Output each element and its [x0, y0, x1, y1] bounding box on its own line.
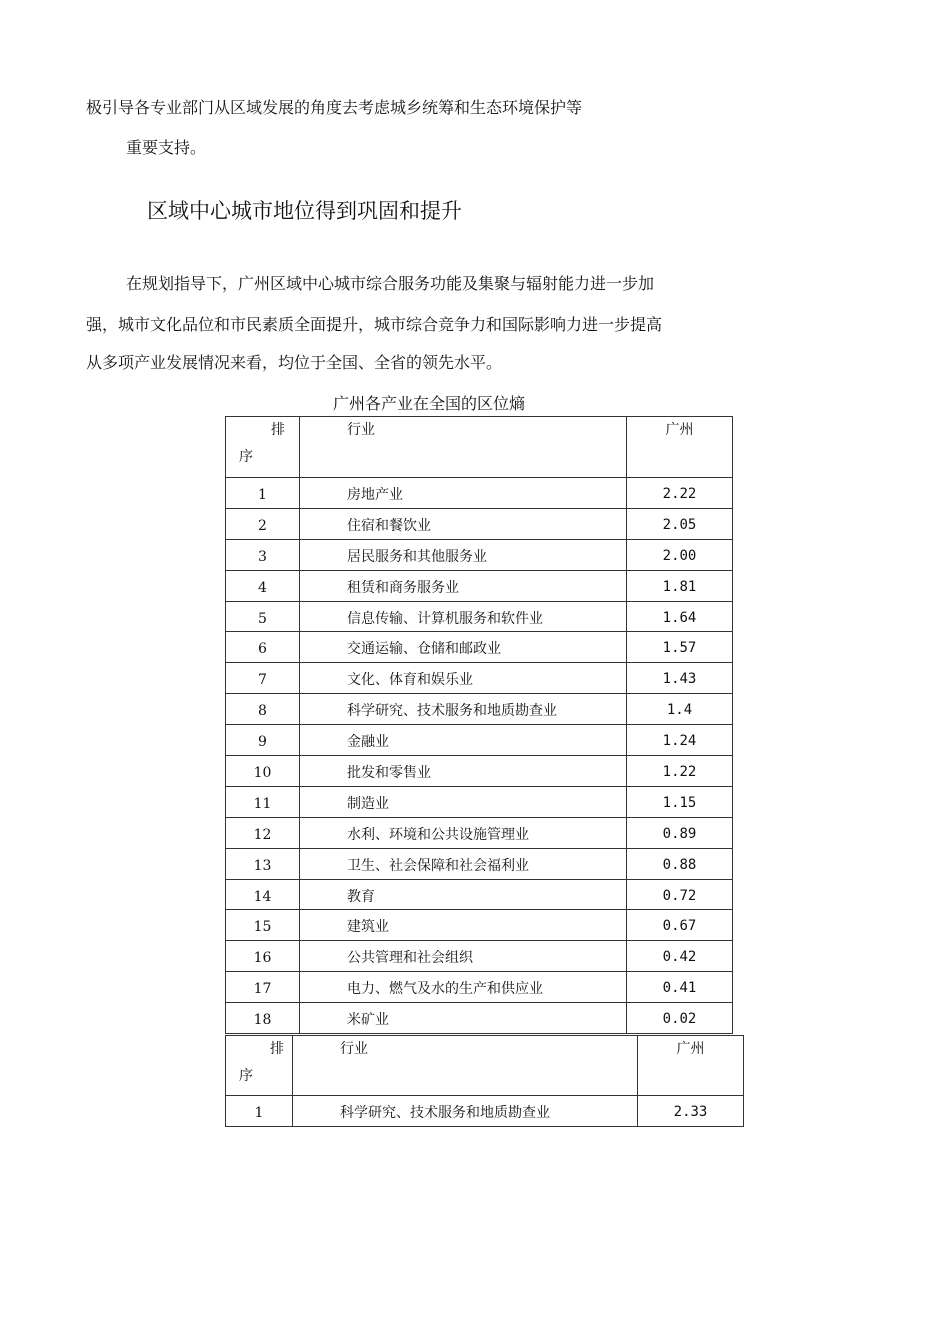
- industry-cell: 文化、体育和娱乐业: [300, 663, 627, 694]
- rank-value: 13: [253, 857, 272, 874]
- industry-cell: 信息传输、计算机服务和软件业: [300, 601, 627, 632]
- industry-cell: 教育: [300, 879, 627, 910]
- industry-cell: 卫生、社会保障和社会福利业: [300, 848, 627, 879]
- rank-value: 16: [253, 950, 272, 967]
- table-caption: 广州各产业在全国的区位熵: [333, 394, 526, 413]
- rank-cell: [226, 1003, 300, 1034]
- table-header-row: [226, 1036, 744, 1096]
- rank-value: 1: [258, 487, 267, 503]
- guangzhou-value-cell: 1.15: [627, 786, 733, 817]
- table-row: [226, 972, 733, 1003]
- header-rank-bottom: 序: [239, 449, 253, 465]
- guangzhou-value-cell: 0.02: [627, 1003, 733, 1034]
- industry-cell: 建筑业: [300, 910, 627, 941]
- header-rank: [226, 1036, 293, 1096]
- rank-cell: [226, 632, 300, 663]
- table-row: [226, 508, 733, 539]
- guangzhou-value-cell: 1.24: [627, 725, 733, 756]
- rank-cell: [226, 848, 300, 879]
- header-industry: 行业: [293, 1036, 638, 1096]
- paragraph-line: 强，城市文化品位和市民素质全面提升，城市综合竞争力和国际影响力进一步提高: [86, 315, 663, 334]
- guangzhou-value-cell: 0.88: [627, 848, 733, 879]
- guangzhou-value-cell: 1.64: [627, 601, 733, 632]
- guangzhou-value-cell: 1.43: [627, 663, 733, 694]
- table-row: [226, 1096, 744, 1127]
- header-rank-top: 排: [270, 1041, 284, 1057]
- rank-value: 12: [253, 826, 272, 843]
- rank-value: 10: [253, 765, 272, 782]
- guangzhou-value-cell: 1.81: [627, 570, 733, 601]
- industry-cell: 科学研究、技术服务和地质勘查业: [300, 694, 627, 725]
- industry-cell: 批发和零售业: [300, 756, 627, 787]
- guangzhou-value-cell: 0.67: [627, 910, 733, 941]
- rank-cell: [226, 478, 300, 509]
- table-row: [226, 570, 733, 601]
- guangzhou-value-cell: 1.22: [627, 756, 733, 787]
- rank-value: 4: [258, 579, 267, 596]
- rank-value: 11: [253, 795, 272, 812]
- rank-cell: [226, 570, 300, 601]
- rank-cell: [226, 725, 300, 756]
- header-industry: 行业: [300, 417, 627, 478]
- table-row: [226, 539, 733, 570]
- guangzhou-value-cell: 0.41: [627, 972, 733, 1003]
- industry-cell: 房地产业: [300, 478, 627, 509]
- industry-cell: 米矿业: [300, 1003, 627, 1034]
- table-header-row: [226, 417, 733, 478]
- rank-cell: [226, 508, 300, 539]
- location-quotient-table: [225, 416, 733, 1034]
- paragraph-line: 重要支持。: [126, 138, 207, 157]
- table-row: [226, 694, 733, 725]
- industry-cell: 交通运输、仓储和邮政业: [300, 632, 627, 663]
- rank-value: 17: [253, 981, 272, 998]
- rank-cell: [226, 941, 300, 972]
- rank-cell: [226, 601, 300, 632]
- header-rank: [226, 417, 300, 478]
- table-row: [226, 725, 733, 756]
- rank-value: 9: [258, 734, 267, 751]
- industry-cell: 水利、环境和公共设施管理业: [300, 817, 627, 848]
- header-guangzhou: 广州: [638, 1036, 744, 1096]
- header-guangzhou: 广州: [627, 417, 733, 478]
- rank-value: 1: [254, 1105, 264, 1121]
- industry-cell: 科学研究、技术服务和地质勘查业: [293, 1096, 638, 1127]
- rank-value: 3: [258, 548, 267, 565]
- industry-cell: 租赁和商务服务业: [300, 570, 627, 601]
- section-heading: 区域中心城市地位得到巩固和提升: [147, 199, 462, 223]
- guangzhou-value-cell: 0.72: [627, 879, 733, 910]
- table-row: [226, 632, 733, 663]
- guangzhou-value-cell: 2.33: [638, 1096, 744, 1127]
- guangzhou-value-cell: 2.05: [627, 508, 733, 539]
- rank-cell: [226, 663, 300, 694]
- header-rank-bottom: 序: [239, 1068, 253, 1084]
- industry-cell: 居民服务和其他服务业: [300, 539, 627, 570]
- guangzhou-value-cell: 1.57: [627, 632, 733, 663]
- table-row: [226, 1003, 733, 1034]
- guangzhou-value-cell: 2.22: [627, 478, 733, 509]
- guangzhou-value-cell: 0.89: [627, 817, 733, 848]
- table-row: [226, 817, 733, 848]
- rank-value: 5: [258, 610, 267, 627]
- rank-value: 7: [258, 672, 267, 689]
- table-row: [226, 941, 733, 972]
- paragraph-line: 从多项产业发展情况来看，均位于全国、全省的领先水平。: [86, 353, 503, 372]
- rank-value: 15: [253, 919, 272, 936]
- rank-value: 14: [253, 888, 272, 905]
- top-industry-table: [225, 1035, 744, 1127]
- guangzhou-value-cell: 1.4: [627, 694, 733, 725]
- table-row: [226, 910, 733, 941]
- guangzhou-value-cell: 2.00: [627, 539, 733, 570]
- table-row: [226, 879, 733, 910]
- rank-cell: [226, 910, 300, 941]
- rank-value: 18: [253, 1012, 272, 1029]
- industry-cell: 金融业: [300, 725, 627, 756]
- rank-cell: [226, 879, 300, 910]
- rank-value: 6: [258, 641, 267, 658]
- table-row: [226, 848, 733, 879]
- table-row: [226, 478, 733, 509]
- guangzhou-value-cell: 0.42: [627, 941, 733, 972]
- table-row: [226, 663, 733, 694]
- rank-cell: [226, 694, 300, 725]
- table-row: [226, 786, 733, 817]
- industry-cell: 住宿和餐饮业: [300, 508, 627, 539]
- table-row: [226, 756, 733, 787]
- rank-cell: [226, 786, 300, 817]
- header-rank-top: 排: [271, 422, 285, 438]
- rank-value: 2: [258, 517, 267, 534]
- paragraph-line: 极引导各专业部门从区域发展的角度去考虑城乡统筹和生态环境保护等: [86, 98, 583, 117]
- rank-value: 8: [258, 703, 267, 720]
- industry-cell: 公共管理和社会组织: [300, 941, 627, 972]
- rank-cell: [226, 817, 300, 848]
- industry-cell: 制造业: [300, 786, 627, 817]
- table-row: [226, 601, 733, 632]
- industry-cell: 电力、燃气及水的生产和供应业: [300, 972, 627, 1003]
- rank-cell: [226, 972, 300, 1003]
- rank-cell: [226, 756, 300, 787]
- rank-cell: [226, 1096, 293, 1127]
- paragraph-line: 在规划指导下，广州区域中心城市综合服务功能及集聚与辐射能力进一步加: [126, 274, 655, 293]
- rank-cell: [226, 539, 300, 570]
